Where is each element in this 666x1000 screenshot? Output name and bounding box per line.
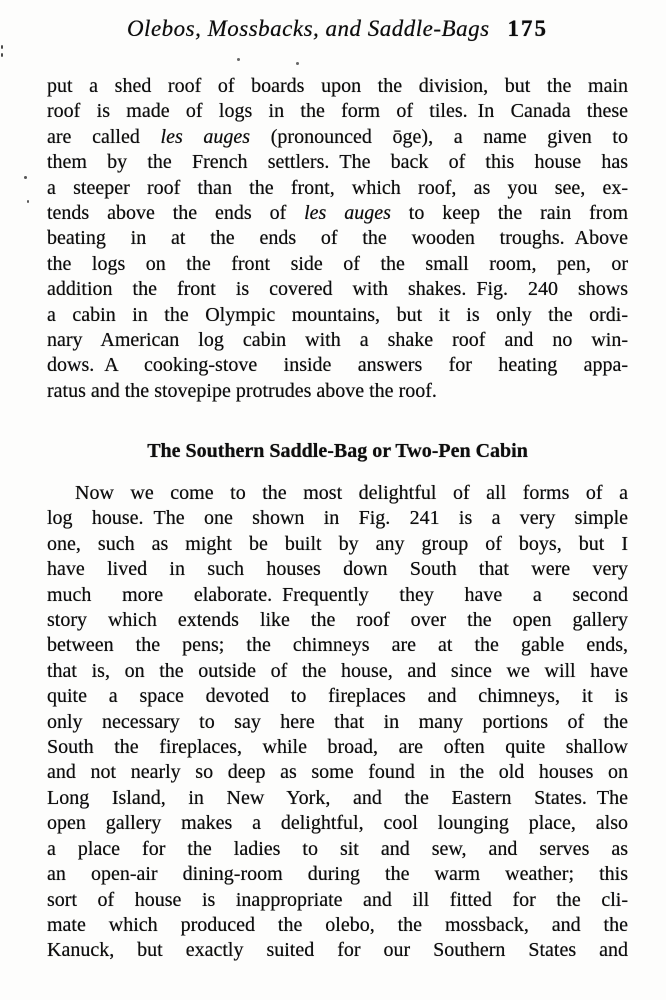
text-run: nary American log cabin with a shake roof and no win-: [47, 329, 628, 352]
section-heading: The Southern Saddle-Bag or Two-Pen Cabin: [147, 440, 528, 462]
running-head-title: Olebos, Mossbacks, and Saddle-Bags: [126, 16, 490, 41]
text-line: [47, 125, 628, 150]
text-line: [47, 888, 628, 913]
running-head: [47, 15, 628, 43]
text-run: roof is made of logs in the form of tiles. In Canada these: [47, 100, 628, 123]
text-run: one, such as might be built by any group of boys, but I: [47, 532, 628, 555]
text-line: [47, 633, 628, 658]
scan-speck: [1, 45, 3, 49]
text-line: [47, 583, 628, 608]
scan-speck: [1, 53, 3, 57]
text-line: [47, 735, 628, 760]
text-run: that is, on the outside of the house, and since we will have: [47, 659, 628, 682]
scan-speck: [296, 62, 299, 65]
text-line: [47, 252, 628, 277]
text-line: [47, 201, 628, 226]
text-line: [47, 506, 628, 531]
text-line: [47, 786, 628, 811]
text-run: between the pens; the chimneys are at the gable ends,: [47, 634, 628, 657]
text-line: [47, 710, 628, 735]
text-run: open gallery makes a delightful, cool lounging place, also: [47, 812, 628, 835]
paragraph-southern-saddle-bag: [47, 481, 628, 964]
text-run: quite a space devoted to fireplaces and chimneys, it is: [47, 685, 628, 708]
text-line: [47, 608, 628, 633]
text-line: [47, 353, 628, 378]
text-run: to keep the rain from: [390, 202, 628, 225]
text-line: [47, 303, 628, 328]
text-run: South the fireplaces, while broad, are often quite shallow: [47, 736, 628, 759]
text-run: sort of house is inappropriate and ill fitted for the cli-: [47, 888, 628, 911]
scan-speck: [27, 200, 29, 203]
text-run: mate which produced the olebo, the mossback, and the: [47, 913, 628, 936]
text-line: [47, 532, 628, 557]
text-run: tends above the ends of: [47, 202, 305, 225]
text-line: [47, 328, 628, 353]
text-line: [47, 760, 628, 785]
text-line: [47, 99, 628, 124]
text-line: [47, 862, 628, 887]
paragraph-top: [47, 74, 628, 404]
italic-run: les auges: [160, 125, 251, 148]
text-run: Kanuck, but exactly suited for our Southern States and: [47, 939, 628, 962]
text-line: [47, 837, 628, 862]
italic-run: les auges: [304, 202, 391, 225]
text-run: a place for the ladies to sit and sew, and serves as: [47, 837, 628, 860]
text-line: [47, 557, 628, 582]
text-line: [47, 150, 628, 175]
text-run: put a shed roof of boards upon the division, but the main: [47, 75, 628, 97]
text-line: [47, 811, 628, 836]
text-line: [47, 277, 628, 302]
text-run: them by the French settlers. The back of this house has: [47, 151, 628, 174]
text-line: [47, 176, 628, 201]
text-run: (pronounced ōge), a name given to: [250, 125, 628, 148]
text-run: have lived in such houses down South that were very: [47, 558, 628, 581]
text-run: the logs on the front side of the small room, pen, or: [47, 252, 628, 275]
text-run: ratus and the stovepipe protrudes above the roof.: [47, 379, 437, 402]
text-run: beating in at the ends of the wooden troughs. Above: [47, 227, 628, 250]
text-line: [47, 481, 628, 506]
text-line: [47, 659, 628, 684]
scan-speck: [24, 176, 27, 179]
text-run: only necessary to say here that in many portions of the: [47, 710, 628, 733]
text-line: [47, 226, 628, 251]
text-line: [47, 913, 628, 938]
text-run: story which extends like the roof over the open gallery: [47, 609, 628, 632]
text-line: [47, 684, 628, 709]
text-run: are called: [47, 125, 161, 148]
text-run: log house. The one shown in Fig. 241 is a very simple: [47, 507, 628, 530]
text-run: an open-air dining-room during the warm weather; this: [47, 863, 628, 886]
scan-speck: [237, 58, 240, 61]
text-run: addition the front is covered with shakes. Fig. 240 shows: [47, 278, 628, 301]
text-run: a steeper roof than the front, which roof, as you see, ex-: [47, 176, 628, 199]
text-run: dows. A cooking-stove inside answers for heating appa-: [47, 354, 628, 377]
text-line: [47, 379, 628, 404]
text-run: Long Island, in New York, and the Eastern States. The: [47, 786, 628, 809]
text-run: Now we come to the most delightful of all forms of a: [75, 482, 628, 504]
text-line: [47, 74, 628, 99]
text-line: [47, 938, 628, 963]
text-run: and not nearly so deep as some found in the old houses on: [47, 761, 628, 784]
text-run: a cabin in the Olympic mountains, but it is only the ordi-: [47, 303, 628, 326]
page-number: 175: [507, 16, 549, 41]
text-run: much more elaborate. Frequently they have a second: [47, 583, 628, 606]
